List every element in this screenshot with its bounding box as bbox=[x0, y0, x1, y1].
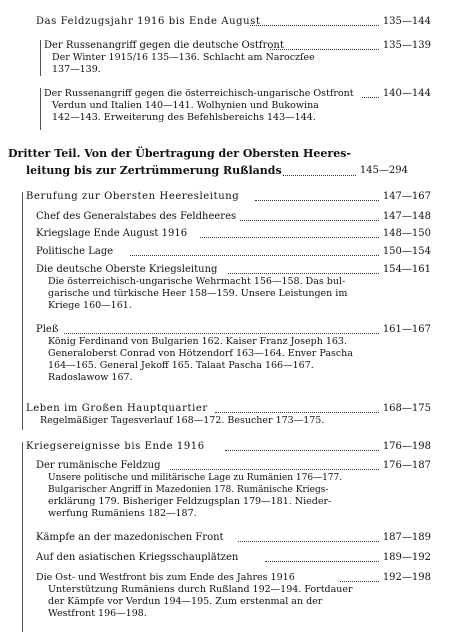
toc-entry-sub: Bulgarischer Angriff in Mazedonien 178. Rumänische Kriegs- bbox=[48, 485, 329, 495]
toc-entry bbox=[0, 441, 451, 453]
toc-entry-pages: 192—198 bbox=[379, 572, 431, 584]
toc-entry bbox=[0, 324, 451, 384]
part-heading-line: leitung bis zur Zertrümmerung Rußlands bbox=[26, 164, 282, 177]
toc-entry-pages: 135—144 bbox=[379, 16, 431, 28]
leader-dots bbox=[225, 438, 381, 451]
leader-dots bbox=[200, 225, 381, 238]
leader-dots bbox=[270, 37, 381, 50]
toc-entry-sub: König Ferdinand von Bulgarien 162. Kaiser Franz Joseph 163. bbox=[48, 336, 347, 347]
leader-dots bbox=[340, 569, 381, 582]
toc-entry-title: Kriegsereignisse bis Ende 1916 bbox=[26, 441, 208, 453]
toc-entry-sub: 137—139. bbox=[52, 64, 101, 75]
leader-dots bbox=[170, 457, 381, 470]
toc-entry-title: Kämpfe an der mazedonischen Front bbox=[36, 532, 227, 544]
toc-entry-sub: garische und türkische Heer 158—159. Unsere Leistungen im bbox=[48, 288, 348, 299]
toc-entry-title: Chef des Generalstabes des Feldheeres bbox=[36, 211, 239, 223]
toc-entry-pages: 154—161 bbox=[379, 264, 431, 276]
toc-entry bbox=[0, 460, 451, 520]
toc-entry-sub: 142—143. Erweiterung des Befehlsbereichs 143—144. bbox=[52, 112, 316, 123]
toc-entry-pages: 147—167 bbox=[379, 191, 431, 203]
toc-entry bbox=[0, 532, 451, 544]
toc-entry-sub: Regelmäßiger Tagesverlauf 168—172. Besucher 173—175. bbox=[40, 415, 325, 426]
toc-entry-pages: 176—187 bbox=[379, 460, 431, 472]
toc-entry bbox=[0, 403, 451, 427]
toc-entry-title: Politische Lage bbox=[36, 246, 116, 258]
toc-entry-sub: Kriege 160—161. bbox=[48, 300, 132, 311]
toc-entry-pages: 176—198 bbox=[379, 441, 431, 453]
toc-entry-sub: werfung Rumäniens 182—187. bbox=[48, 508, 197, 519]
toc-entry-sub: Unsere politische und militärische Lage zu Rumänien 176—177. bbox=[48, 473, 343, 483]
toc-entry-sub: Verdun und Italien 140—141. Wolhynien und Bukowina bbox=[52, 100, 319, 111]
leader-dots bbox=[130, 243, 381, 256]
toc-entry bbox=[0, 211, 451, 223]
toc-entry-pages: 147—148 bbox=[379, 211, 431, 223]
toc-entry-pages: 187—189 bbox=[379, 532, 431, 544]
toc-entry bbox=[0, 264, 451, 312]
leader-dots bbox=[250, 13, 381, 26]
leader-dots bbox=[255, 188, 381, 201]
toc-entry-sub: Die österreichisch-ungarische Wehrmacht 156—158. Das bul- bbox=[48, 276, 346, 287]
toc-entry-sub: der Kämpfe vor Verdun 194—195. Zum erstenmal an der bbox=[48, 596, 323, 607]
toc-entry-sub: erklärung 179. Bisheriger Feldzugsplan 179—181. Nieder- bbox=[48, 496, 332, 507]
toc-entry-title: Leben im Großen Hauptquartier bbox=[26, 403, 211, 415]
part-heading-pages: 145—294 bbox=[356, 162, 408, 179]
toc-entry-title: Die Ost- und Westfront bis zum Ende des Jahres 1916 bbox=[36, 572, 298, 584]
toc-entry bbox=[0, 572, 451, 620]
toc-entry-sub: Westfront 196—198. bbox=[48, 608, 147, 619]
toc-entry bbox=[0, 552, 451, 564]
toc-entry bbox=[0, 40, 451, 76]
toc-entry bbox=[0, 16, 451, 28]
toc-entry bbox=[0, 191, 451, 203]
toc-entry-title: Auf den asiatischen Kriegsschauplätzen bbox=[36, 552, 241, 564]
toc-entry-pages: 135—139 bbox=[379, 40, 431, 52]
toc-entry-pages: 168—175 bbox=[379, 403, 431, 415]
toc-entry-sub: Unterstützung Rumäniens durch Rußland 192—194. Fortdauer bbox=[48, 584, 353, 595]
toc-entry-pages: 148—150 bbox=[379, 228, 431, 240]
toc-entry-title: Pleß bbox=[36, 324, 62, 336]
toc-entry-title: Der Russenangriff gegen die österreichisch-ungarische Ostfront bbox=[44, 88, 357, 100]
toc-entry-title: Der Russenangriff gegen die deutsche Ostfront bbox=[44, 40, 287, 52]
toc-entry-title: Die deutsche Oberste Kriegsleitung bbox=[36, 264, 220, 276]
leader-dots bbox=[240, 208, 381, 221]
toc-entry-sub: Der Winter 1915/16 135—136. Schlacht am Naroczſee bbox=[52, 52, 315, 63]
part-heading bbox=[8, 145, 428, 179]
toc-entry-pages: 161—167 bbox=[379, 324, 431, 336]
leader-dots bbox=[228, 261, 381, 274]
toc-entry-title: Berufung zur Obersten Heeresleitung bbox=[26, 191, 242, 203]
toc-entry bbox=[0, 246, 451, 258]
leader-dots bbox=[238, 529, 381, 542]
leader-dots bbox=[265, 549, 381, 562]
toc-entry-sub: Generaloberst Conrad von Hötzendorf 163—164. Enver Pascha bbox=[48, 348, 353, 359]
toc-entry-sub: Radoslawow 167. bbox=[48, 372, 133, 383]
part-heading-line: Dritter Teil. Von der Übertragung der Obersten Heeres- bbox=[8, 147, 351, 160]
toc-entry bbox=[0, 88, 451, 124]
toc-entry-pages: 140—144 bbox=[379, 88, 431, 100]
toc-entry-title: Der rumänische Feldzug bbox=[36, 460, 164, 472]
leader-dots bbox=[64, 321, 381, 334]
toc-entry-title: Das Feldzugsjahr 1916 bis Ende August bbox=[36, 16, 264, 28]
toc-entry-title: Kriegslage Ende August 1916 bbox=[36, 228, 190, 240]
toc-entry-pages: 150—154 bbox=[379, 246, 431, 258]
toc-entry-sub: 164—165. General Jekoff 165. Talaat Pascha 166—167. bbox=[48, 360, 314, 371]
leader-dots bbox=[215, 400, 381, 413]
toc-entry bbox=[0, 228, 451, 240]
toc-entry-pages: 189—192 bbox=[379, 552, 431, 564]
